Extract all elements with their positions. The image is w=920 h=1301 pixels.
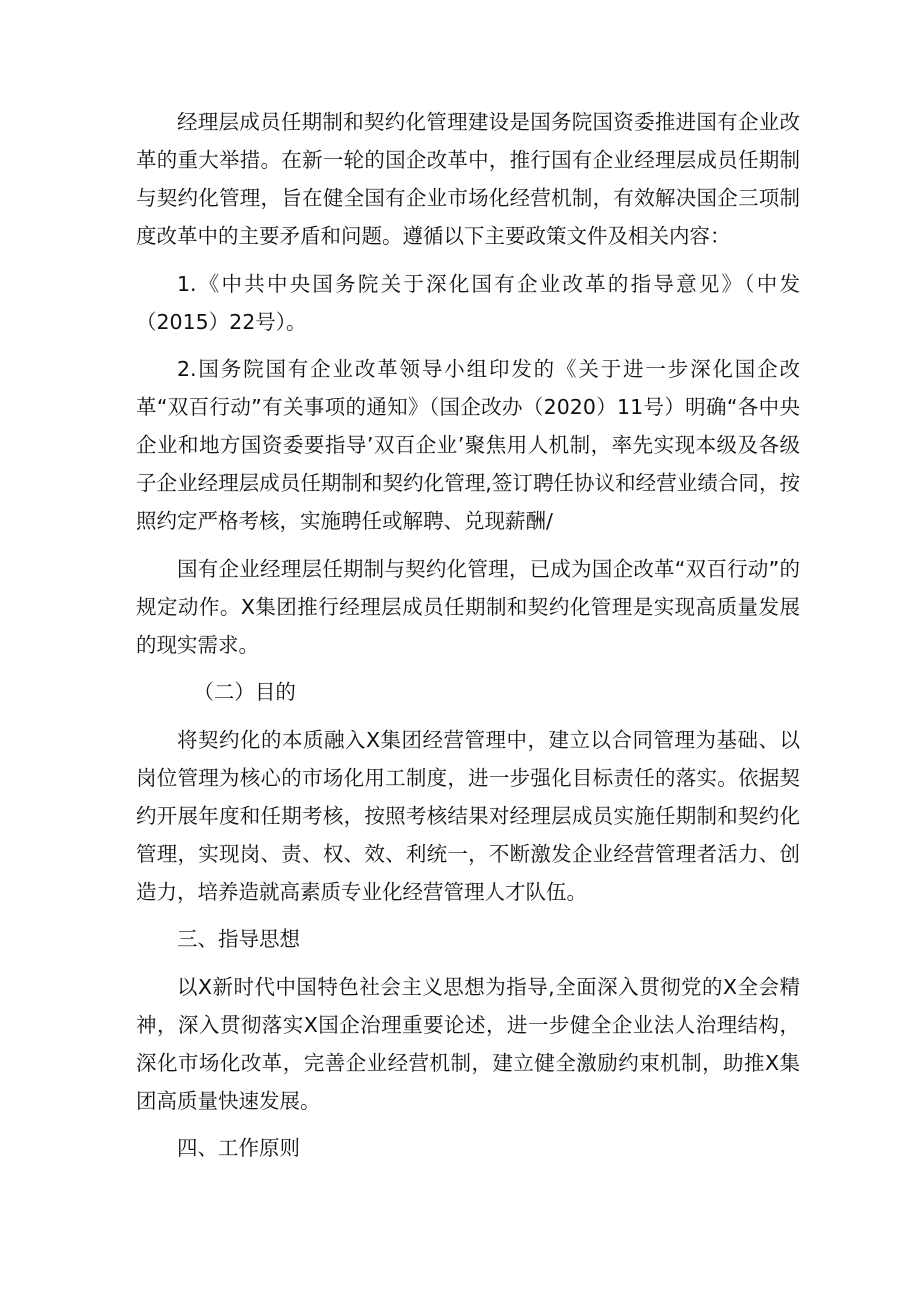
heading-work-principles: 四、工作原则	[177, 1136, 300, 1160]
paragraph-guiding-thought: 以X新时代中国特色社会主义思想为指导,全面深入贯彻党的X全会精神，深入贯彻落实X国企治理重要论述，进一步健全企业法人治理结构，深化市场化改革，完善企业经营机制，建立健全激励约束机制，助推X集团高质量快速发展。	[136, 974, 800, 1113]
heading-guiding-thought: 三、指导思想	[177, 927, 300, 951]
paragraph-policy-2: 2.国务院国有企业改革领导小组印发的《关于进一步深化国企改革“双百行动”有关事项的通知》（国企改办（2020）11号）明确“各中央企业和地方国资委要指导’双百企业’聚焦用人机制，率先实现本级及各级子企业经理层成员任期制和契约化管理,签订聘任协议和经营业绩合同，按照约定严格考核，实施聘任或解聘、兑现薪酬/	[136, 357, 800, 533]
paragraph-policy-1: 1.《中共中央国务院关于深化国有企业改革的指导意见》（中发（2015）22号）。	[136, 271, 800, 334]
paragraph-intro: 经理层成员任期制和契约化管理建设是国务院国资委推进国有企业改革的重大举措。在新一轮的国企改革中，推行国有企业经理层成员任期制与契约化管理，旨在健全国有企业市场化经营机制，有效解决国企三项制度改革中的主要矛盾和问题。遵循以下主要政策文件及相关内容：	[136, 110, 800, 248]
heading-purpose: （二）目的	[193, 680, 296, 704]
paragraph-double-hundred: 国有企业经理层任期制与契约化管理，已成为国企改革“双百行动”的规定动作。X集团推行经理层成员任期制和契约化管理是实现高质量发展的现实需求。	[136, 556, 800, 657]
document-page	[136, 103, 800, 1177]
paragraph-purpose: 将契约化的本质融入X集团经营管理中，建立以合同管理为基础、以岗位管理为核心的市场化用工制度，进一步强化目标责任的落实。依据契约开展年度和任期考核，按照考核结果对经理层成员实施任期制和契约化管理，实现岗、责、权、效、利统一，不断激发企业经营管理者活力、创造力，培养造就高素质专业化经营管理人才队伍。	[136, 727, 800, 904]
